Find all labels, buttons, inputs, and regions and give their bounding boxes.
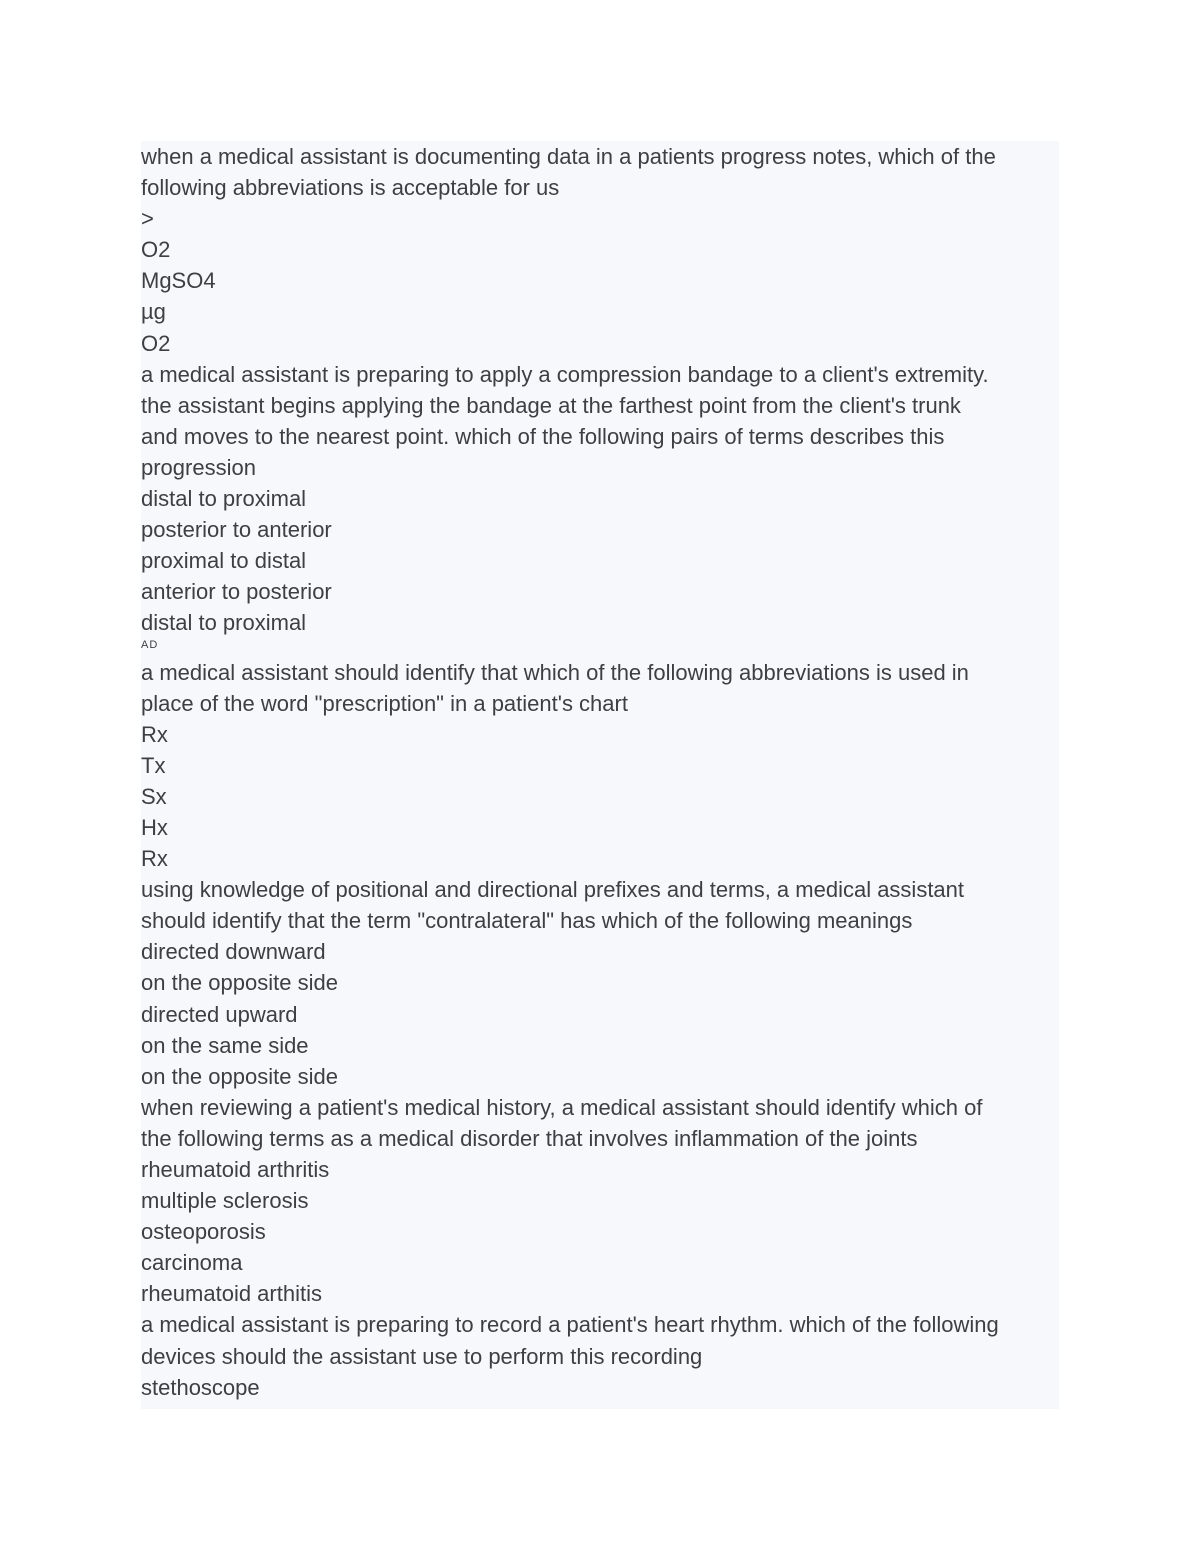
text-line: O2 [141, 330, 171, 356]
text-line: a medical assistant is preparing to apply a compression bandage to a client's extremity. [141, 361, 989, 387]
text-line: devices should the assistant use to perform this recording [141, 1343, 703, 1369]
text-line: the assistant begins applying the bandage at the farthest point from the client's trunk [141, 392, 961, 418]
text-line: MgSO4 [141, 268, 216, 294]
text-line: multiple sclerosis [141, 1188, 309, 1214]
text-line: osteoporosis [141, 1219, 266, 1245]
text-line: should identify that the term "contralateral" has which of the following meanings [141, 908, 913, 934]
text-line: when reviewing a patient's medical history, a medical assistant should identify which of [141, 1094, 983, 1120]
text-line: Rx [141, 846, 168, 872]
text-line: on the same side [141, 1032, 309, 1058]
text-line: following abbreviations is acceptable for us [141, 175, 560, 201]
text-line: Sx [141, 783, 167, 809]
text-line: Rx [141, 721, 168, 747]
document-text [141, 141, 1071, 1403]
text-line: rheumatoid arthitis [141, 1281, 322, 1307]
text-line: the following terms as a medical disorder that involves inflammation of the joints [141, 1125, 918, 1151]
text-line: progression [141, 454, 256, 480]
text-line: O2 [141, 237, 171, 263]
text-line: rheumatoid arthritis [141, 1157, 330, 1182]
text-line: proximal to distal [141, 548, 307, 574]
text-line: when a medical assistant is documenting data in a patients progress notes, which of the [141, 144, 996, 169]
text-line: AD [141, 638, 159, 651]
text-line: µg [141, 299, 166, 325]
text-line: carcinoma [141, 1250, 243, 1276]
text-line: anterior to posterior [141, 579, 332, 605]
text-line: distal to proximal [141, 610, 307, 636]
text-line: a medical assistant should identify that which of the following abbreviations is used in [141, 659, 969, 685]
text-line: stethoscope [141, 1374, 260, 1400]
text-line: using knowledge of positional and directional prefixes and terms, a medical assistant [141, 877, 965, 903]
text-line: directed downward [141, 939, 326, 965]
text-line: a medical assistant is preparing to record a patient's heart rhythm. which of the following [141, 1312, 999, 1338]
text-line: directed upward [141, 1001, 298, 1027]
text-line: on the opposite side [141, 1063, 338, 1089]
text-line: Hx [141, 814, 168, 840]
text-line: place of the word "prescription" in a patient's chart [141, 690, 628, 716]
text-line: posterior to anterior [141, 517, 332, 543]
text-line: on the opposite side [141, 970, 338, 996]
text-line: and moves to the nearest point. which of the following pairs of terms describes this [141, 423, 945, 449]
text-line: distal to proximal [141, 486, 307, 512]
text-line: Tx [141, 752, 166, 778]
text-line: > [141, 206, 154, 232]
